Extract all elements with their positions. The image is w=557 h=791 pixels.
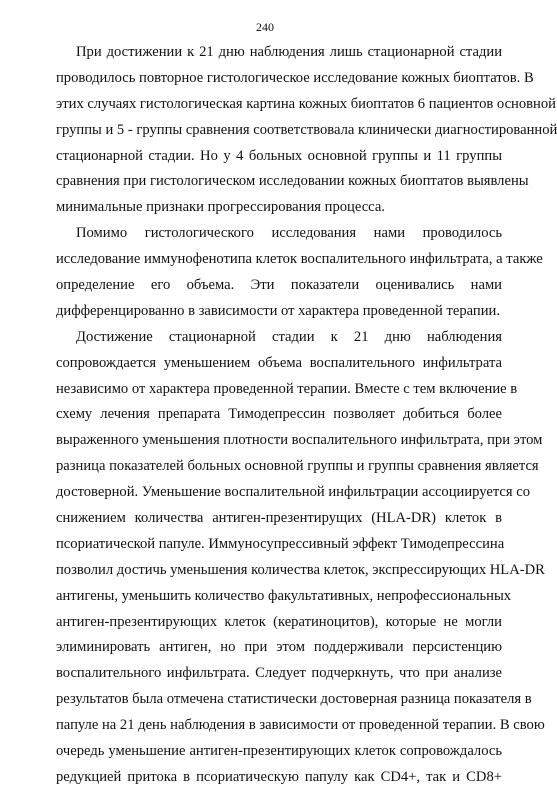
body-text	[56, 40, 557, 791]
text-line: определение его объема. Эти показатели оценивались нами	[56, 277, 502, 294]
text-line: Помимо гистологического исследования нами проводилось	[76, 225, 502, 242]
page-number: 240	[256, 20, 274, 34]
text-line: очередь уменьшение антиген-презентирующих клеток сопровождалось	[56, 743, 502, 760]
text-line: сравнения при гистологическом исследовании кожных биоптатов выявлены	[56, 173, 529, 190]
text-line: Достижение стационарной стадии к 21 дню наблюдения	[76, 328, 502, 345]
text-line: воспалительного инфильтрата. Следует подчеркнуть, что при анализе	[56, 665, 502, 682]
text-line: псориатической папуле. Иммуносупрессивный эффект Тимодепрессина	[56, 535, 505, 552]
text-line: группы и 5 - группы сравнения соответствовала клинически диагностированной	[56, 121, 557, 138]
text-line: При достижении к 21 дню наблюдения лишь стационарной стадии	[76, 44, 502, 60]
text-line: разница показателей больных основной группы и группы сравнения является	[56, 458, 539, 475]
text-line: снижением количества антиген-презентирущих (HLA-DR) клеток в	[56, 510, 502, 527]
text-line: дифференцированно в зависимости от характера проведенной терапии.	[56, 302, 501, 319]
text-line: редукцией притока в псориатическую папулу как CD4+, так и CD8+	[56, 768, 502, 785]
text-line: стационарной стадии. Но у 4 больных основной группы и 11 группы	[56, 147, 502, 164]
text-line: антиген-презентирующих клеток (кератиноцитов), которые не могли	[56, 613, 502, 630]
text-line: схему лечения препарата Тимодепрессин позволяет добиться более	[56, 406, 502, 423]
text-line: исследование иммунофенотипа клеток воспалительного инфильтрата, а также	[56, 251, 543, 268]
text-line: элиминировать антиген, но при этом поддерживали персистенцию	[56, 639, 502, 656]
text-line: достоверной. Уменьшение воспалительной инфильтрации ассоциируется со	[56, 484, 531, 501]
text-line: папуле на 21 день наблюдения в зависимости от проведенной терапии. В свою	[56, 717, 545, 734]
text-line: минимальные признаки прогрессирования процесса.	[56, 199, 385, 216]
text-line: проводилось повторное гистологическое исследование кожных биоптатов. В	[56, 69, 534, 86]
text-line: антигены, уменьшить количество факультативных, непрофессиональных	[56, 587, 512, 604]
text-line: позволил достичь уменьшения количества клеток, экспрессирующих HLA-DR	[56, 561, 545, 578]
text-line: этих случаях гистологическая картина кожных биоптатов 6 пациентов основной	[56, 95, 556, 112]
text-line: результатов была отмечена статистически достоверная разница показателя в	[56, 691, 532, 708]
text-line: выраженного уменьшения плотности воспалительного инфильтрата, при этом	[56, 432, 543, 449]
text-line: сопровождается уменьшением объема воспалительного инфильтрата	[56, 354, 502, 371]
text-line: независимо от характера проведенной терапии. Вместе с тем включение в	[56, 380, 518, 397]
